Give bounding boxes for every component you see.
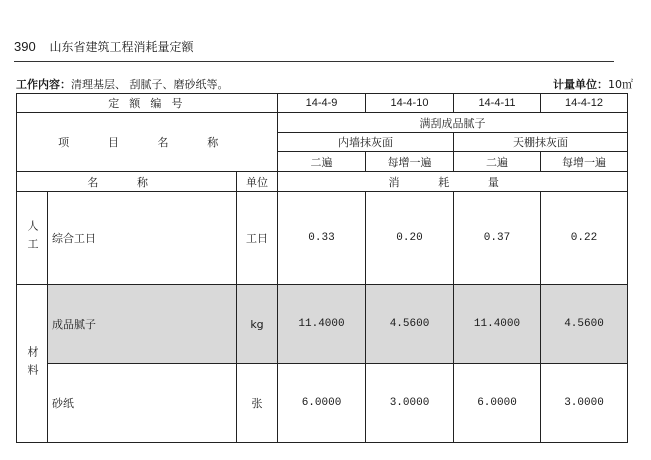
page-header [14, 38, 194, 55]
measurement-unit [553, 76, 633, 92]
quota-code-cell: 14-4-11 [454, 94, 541, 113]
work-content [16, 76, 229, 92]
consumption-value: 4.5600 [541, 285, 628, 364]
quota-code-label: 定 额 编 号 [17, 94, 278, 113]
resource-unit: 张 [237, 364, 278, 443]
table-row [17, 285, 628, 364]
column-header-unit: 单位 [237, 172, 278, 192]
consumption-value: 6.0000 [278, 364, 366, 443]
pass-label: 二遍 [454, 152, 541, 172]
group-row [17, 113, 628, 133]
consumption-value: 3.0000 [366, 364, 454, 443]
table-row [17, 364, 628, 443]
pass-label: 二遍 [278, 152, 366, 172]
book-title: 山东省建筑工程消耗量定额 [49, 40, 194, 54]
page-number: 390 [14, 39, 36, 54]
consumption-value: 4.5600 [366, 285, 454, 364]
column-header-consumption: 消 耗 量 [278, 172, 628, 192]
table-row [17, 192, 628, 285]
measurement-unit-value: 10㎡ [608, 78, 633, 91]
quota-code-cell: 14-4-10 [366, 94, 454, 113]
measurement-unit-label: 计量单位： [553, 78, 608, 91]
group-label: 满刮成品腻子 [278, 113, 628, 133]
consumption-value: 0.20 [366, 192, 454, 285]
resource-name: 成品腻子 [48, 285, 237, 364]
subgroup-label: 天棚抹灰面 [454, 133, 628, 152]
column-header-name: 名 称 [17, 172, 237, 192]
work-content-label: 工作内容： [16, 78, 71, 91]
pass-label: 每增一遍 [541, 152, 628, 172]
consumption-value: 3.0000 [541, 364, 628, 443]
quota-code-cell: 14-4-9 [278, 94, 366, 113]
subgroup-label: 内墙抹灰面 [278, 133, 454, 152]
column-header-row [17, 172, 628, 192]
pass-label: 每增一遍 [366, 152, 454, 172]
resource-name: 综合工日 [48, 192, 237, 285]
category-labor: 人工 [17, 192, 48, 285]
quota-table [16, 93, 628, 443]
quota-code-row [17, 94, 628, 113]
resource-name: 砂纸 [48, 364, 237, 443]
resource-unit: kg [237, 285, 278, 364]
category-material: 材料 [17, 285, 48, 443]
work-content-text: 清理基层、 刮腻子、磨砂纸等。 [71, 78, 229, 91]
consumption-value: 0.33 [278, 192, 366, 285]
consumption-value: 11.4000 [278, 285, 366, 364]
consumption-value: 11.4000 [454, 285, 541, 364]
item-name-label: 项 目 名 称 [17, 113, 278, 172]
resource-unit: 工日 [237, 192, 278, 285]
consumption-value: 6.0000 [454, 364, 541, 443]
consumption-value: 0.22 [541, 192, 628, 285]
header-divider [14, 61, 614, 62]
consumption-value: 0.37 [454, 192, 541, 285]
quota-code-cell: 14-4-12 [541, 94, 628, 113]
